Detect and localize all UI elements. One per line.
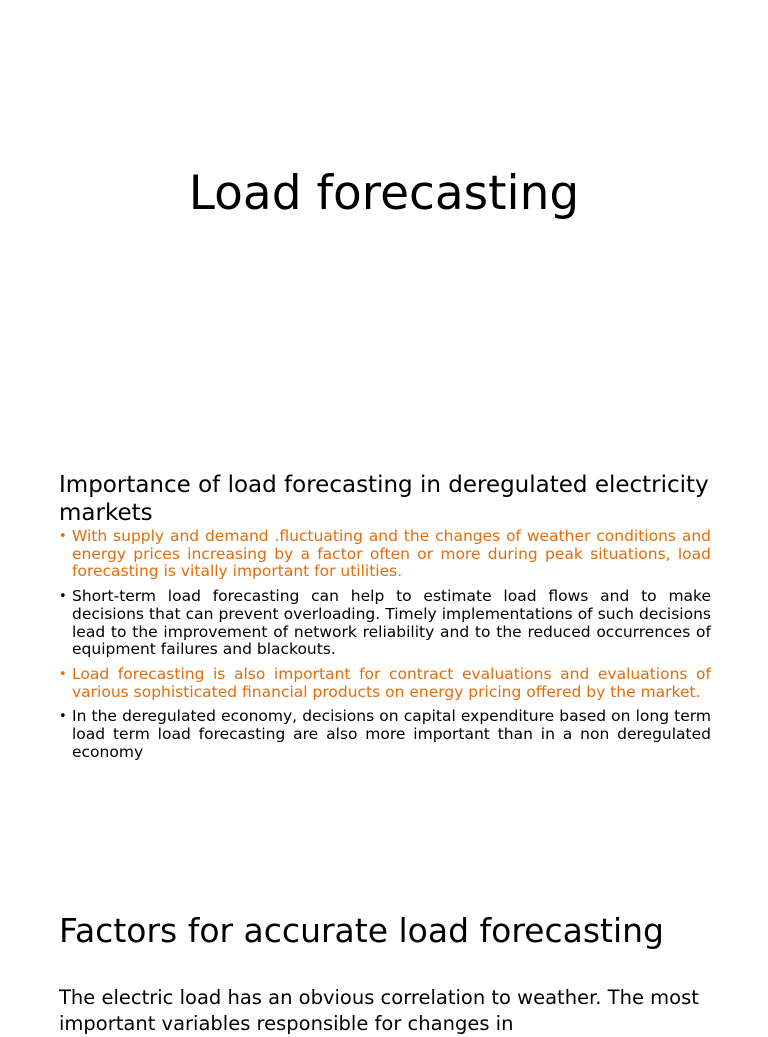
factors-heading: Factors for accurate load forecasting: [59, 911, 665, 950]
bullet-item: • Load forecasting is also important for contract evaluations and evaluations of various sophisticated financial products on energy pricing offered by the market.: [59, 666, 711, 701]
importance-heading: Importance of load forecasting in deregulated electricity markets: [59, 472, 709, 526]
slide-title: Load forecasting: [188, 166, 580, 221]
importance-section: [59, 471, 711, 768]
bullet-item: • Short-term load forecasting can help to estimate load flows and to make decisions that can prevent overloading. Timely implementations of such decisions lead to the improvement of network reliability and to the reduced occurrences of equipment failures and blackouts.: [59, 588, 711, 659]
bullet-item: • With supply and demand .fluctuating and the changes of weather conditions and energy prices increasing by a factor often or more during peak situations, load forecasting is vitally important for utilities.: [59, 528, 711, 581]
factors-body-text: The electric load has an obvious correlation to weather. The most important variables responsible for changes in: [59, 986, 699, 1035]
bullet-item: • In the deregulated economy, decisions on capital expenditure based on long term load term load forecasting are also more important than in a non deregulated economy: [59, 708, 711, 761]
importance-bullet-list: [59, 528, 711, 761]
